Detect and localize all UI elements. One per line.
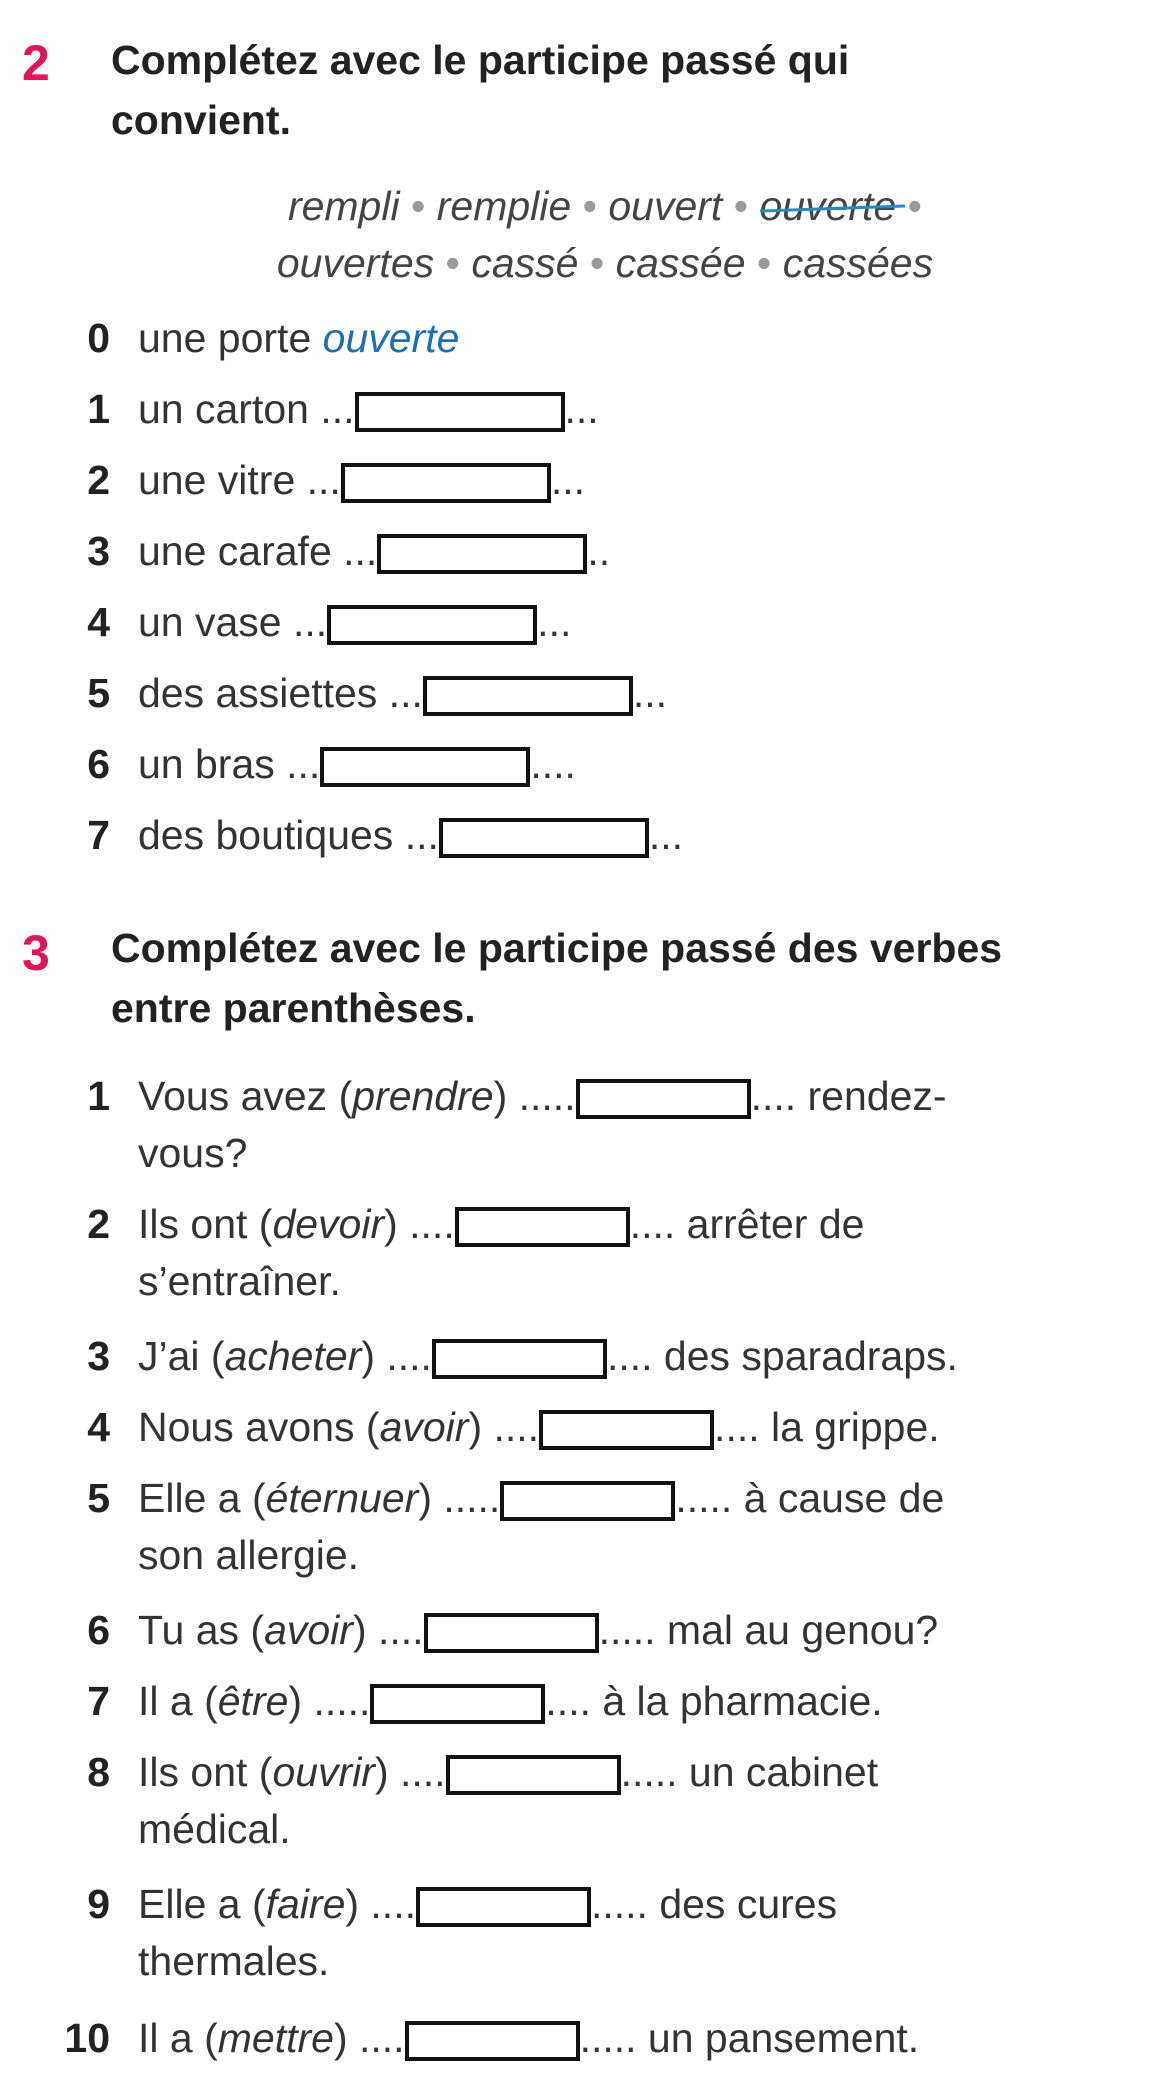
item-text-continuation: thermales. [138, 1938, 330, 1984]
item-verb: ouvrir [272, 1749, 375, 1795]
item-number: 4 [87, 1404, 110, 1450]
word-bank-word-struck: ouverte [759, 183, 897, 229]
item-text-after: ... [550, 457, 586, 503]
item-text-post: ) ..... [418, 1475, 501, 1521]
answer-box[interactable] [320, 747, 530, 787]
item-number: 5 [87, 1475, 110, 1521]
answer-box[interactable] [439, 818, 649, 858]
exercise-2-title [111, 30, 849, 150]
exercise-3-number: 3 [22, 925, 50, 981]
word-bank-word: cassée [615, 240, 746, 286]
item-text [138, 1876, 838, 1984]
answer-box[interactable] [455, 1207, 630, 1247]
item-text-after: ..... à cause de [675, 1475, 945, 1521]
answer-box[interactable] [377, 534, 587, 574]
word-bank-word: remplie [436, 183, 572, 229]
answer-box[interactable] [341, 463, 551, 503]
exercise-2-number: 2 [22, 35, 50, 91]
answer-box[interactable] [500, 1481, 675, 1521]
example-answer: ouverte [322, 315, 460, 361]
item-number: 1 [87, 386, 110, 432]
item-text-before: une vitre ... [138, 457, 341, 503]
item-text-pre: Nous avons ( [138, 1404, 380, 1450]
item-text-post: ) .... [468, 1404, 540, 1450]
item-text-before: des boutiques ... [138, 812, 439, 858]
separator-dot: • [756, 240, 772, 286]
item-text-after: .. [587, 528, 611, 574]
separator-dot: • [411, 183, 426, 229]
item-text [138, 1602, 938, 1659]
item-text-after: ..... un cabinet [620, 1749, 879, 1795]
item-text-before: une porte [138, 315, 323, 361]
item-text-after: .... des sparadraps. [606, 1333, 958, 1379]
separator-dot: • [589, 240, 605, 286]
item-text [138, 381, 599, 438]
item-text [138, 1068, 947, 1176]
item-text [138, 310, 459, 367]
item-text-before: un bras ... [138, 741, 321, 787]
exercise-3-title-line-1: Complétez avec le participe passé des verbes [111, 925, 1003, 971]
item-verb: être [217, 1678, 289, 1724]
item-text [138, 2010, 919, 2067]
item-text [138, 1399, 940, 1456]
item-text-after: ... [632, 670, 668, 716]
separator-dot: • [733, 183, 749, 229]
answer-box[interactable] [423, 676, 633, 716]
exercise-3-title-line-2: entre parenthèses. [111, 985, 476, 1031]
answer-box[interactable] [576, 1079, 751, 1119]
item-text-pre: Elle a ( [138, 1881, 266, 1927]
item-verb: devoir [272, 1201, 385, 1247]
answer-box[interactable] [327, 605, 537, 645]
item-number: 2 [87, 1201, 110, 1247]
word-bank [190, 178, 1020, 292]
item-text-continuation: s’entraîner. [138, 1258, 341, 1304]
item-text-pre: Il a ( [138, 1678, 218, 1724]
exercise-3-title [111, 918, 1002, 1038]
item-text-before: un carton ... [138, 386, 355, 432]
item-verb: avoir [379, 1404, 469, 1450]
item-text [138, 1744, 879, 1852]
word-bank-word: cassé [471, 240, 579, 286]
item-text [138, 523, 610, 580]
separator-dot: • [907, 183, 923, 229]
item-number: 9 [87, 1881, 110, 1927]
item-text-before: des assiettes ... [138, 670, 423, 716]
item-text-after: .... arrêter de [629, 1201, 865, 1247]
word-bank-word: ouvert [608, 183, 723, 229]
answer-box[interactable] [424, 1613, 599, 1653]
item-text-after: ..... des cures [590, 1881, 838, 1927]
item-number: 2 [87, 457, 110, 503]
item-text-after: ... [537, 599, 572, 645]
item-text [138, 594, 571, 651]
item-number: 0 [87, 315, 110, 361]
item-text-after: ... [648, 812, 684, 858]
item-number: 7 [87, 1678, 110, 1724]
item-text-continuation: médical. [138, 1806, 291, 1852]
item-verb: avoir [264, 1607, 353, 1653]
separator-dot: • [582, 183, 597, 229]
item-text-before: un vase ... [138, 599, 328, 645]
item-number: 10 [64, 2015, 110, 2061]
item-text-post: ) ..... [493, 1073, 576, 1119]
item-verb: prendre [352, 1073, 494, 1119]
item-verb: acheter [224, 1333, 362, 1379]
item-text [138, 665, 667, 722]
word-bank-line-2 [190, 235, 1020, 292]
item-number: 6 [87, 741, 110, 787]
item-number: 4 [87, 599, 110, 645]
item-number: 6 [87, 1607, 110, 1653]
item-text [138, 1673, 883, 1730]
item-text-after: ... [564, 386, 599, 432]
word-bank-line-1 [190, 178, 1020, 235]
item-verb: faire [265, 1881, 346, 1927]
item-text-post: ) ..... [288, 1678, 371, 1724]
item-text-pre: J’ai ( [138, 1333, 225, 1379]
item-text-post: ) .... [345, 1881, 416, 1927]
item-text-after: .... à la pharmacie. [545, 1678, 883, 1724]
answer-box[interactable] [416, 1887, 591, 1927]
item-text-after: ..... un pansement. [579, 2015, 920, 2061]
item-text-after: ..... mal au genou? [598, 1607, 939, 1653]
item-text [138, 807, 683, 864]
exercise-2-title-line-1: Complétez avec le participe passé qui [111, 37, 850, 83]
item-text [138, 452, 585, 509]
answer-box[interactable] [405, 2021, 580, 2061]
answer-box[interactable] [539, 1410, 714, 1450]
item-text-post: ) .... [352, 1607, 424, 1653]
item-number: 5 [87, 670, 110, 716]
item-text [138, 1196, 865, 1304]
answer-box[interactable] [432, 1339, 607, 1379]
exercise-2-title-line-2: convient. [111, 97, 291, 143]
item-text-continuation: son allergie. [138, 1532, 360, 1578]
answer-box[interactable] [370, 1684, 545, 1724]
item-text-pre: Il a ( [138, 2015, 218, 2061]
word-bank-word: ouvertes [276, 240, 435, 286]
item-verb: éternuer [265, 1475, 419, 1521]
separator-dot: • [445, 240, 460, 286]
item-text [138, 1328, 958, 1385]
answer-box[interactable] [446, 1755, 621, 1795]
item-number: 8 [87, 1749, 110, 1795]
item-number: 3 [87, 528, 110, 574]
answer-box[interactable] [355, 392, 565, 432]
item-text-post: ) .... [333, 2015, 405, 2061]
item-verb: mettre [217, 2015, 334, 2061]
item-text-pre: Tu as ( [138, 1607, 265, 1653]
item-text-after: .... [530, 741, 576, 787]
item-text-before: une carafe ... [138, 528, 378, 574]
item-text-pre: Ils ont ( [138, 1201, 273, 1247]
item-text [138, 1470, 945, 1578]
item-text-post: ) .... [361, 1333, 432, 1379]
item-text-pre: Elle a ( [138, 1475, 266, 1521]
item-number: 1 [87, 1073, 110, 1119]
word-bank-word: cassées [782, 240, 934, 286]
item-number: 3 [87, 1333, 110, 1379]
item-text-post: ) .... [374, 1749, 446, 1795]
item-number: 7 [87, 812, 110, 858]
item-text-after: .... la grippe. [714, 1404, 940, 1450]
item-text-post: ) .... [384, 1201, 455, 1247]
item-text-pre: Ils ont ( [138, 1749, 273, 1795]
item-text-after: .... rendez- [750, 1073, 947, 1119]
word-bank-word: rempli [287, 183, 400, 229]
item-text-continuation: vous? [138, 1130, 248, 1176]
item-text [138, 736, 576, 793]
item-text-pre: Vous avez ( [138, 1073, 353, 1119]
